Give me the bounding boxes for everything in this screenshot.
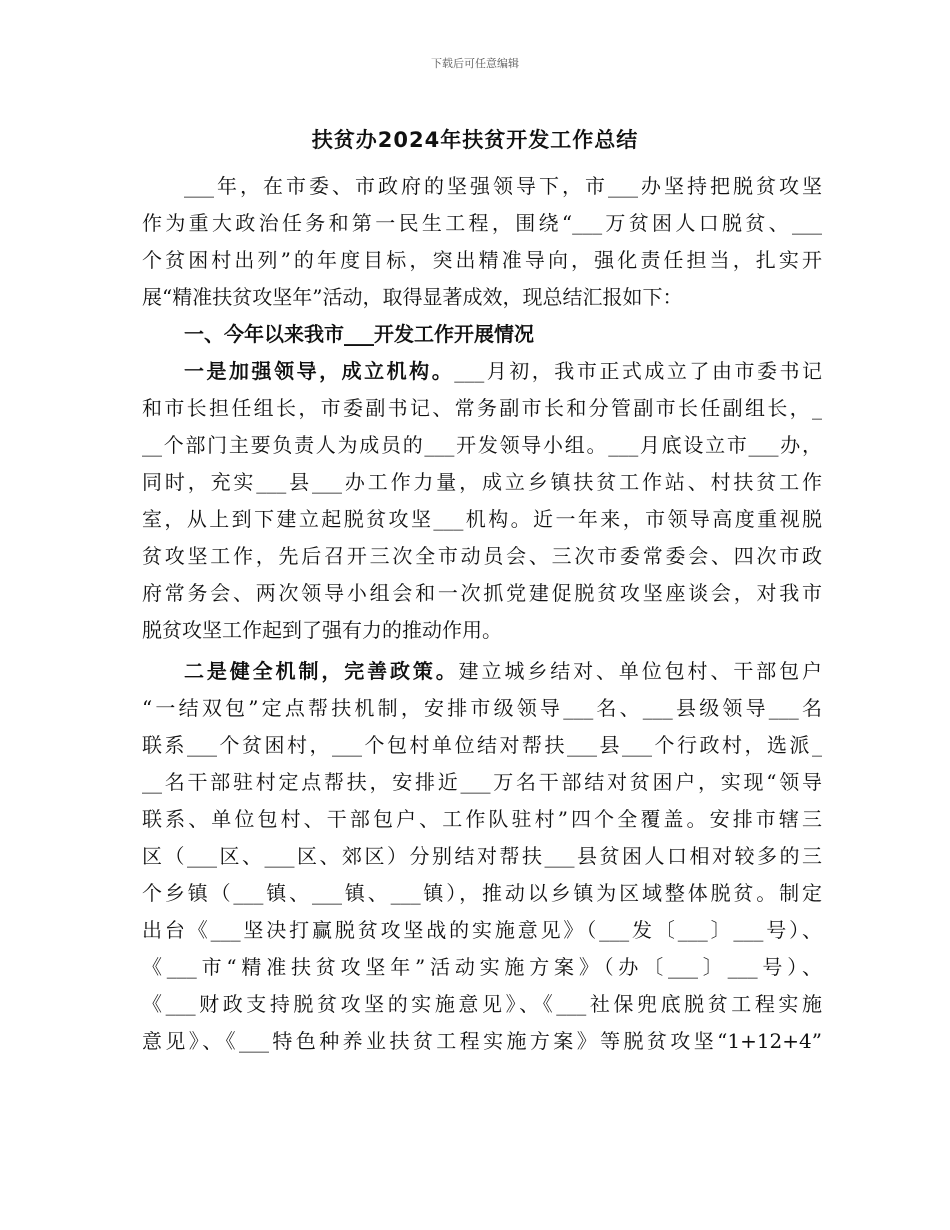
section-heading: 一、今年以来我市___开发工作开展情况 bbox=[184, 322, 534, 346]
intro-paragraph bbox=[142, 168, 822, 316]
text-line bbox=[142, 353, 822, 390]
text-run: ___月初，我市正式成立了由市委书记 bbox=[454, 359, 823, 383]
text-line: “一结双包”定点帮扶机制，安排市级领导___名、___县级领导___名 bbox=[142, 696, 822, 720]
header-note: 下载后可任意编辑 bbox=[431, 57, 519, 70]
text-line: 和市长担任组长，市委副书记、常务副市长和分管副市长任副组长，_ bbox=[142, 396, 822, 420]
paragraph-mechanism bbox=[142, 653, 822, 1060]
text-line: 室，从上到下建立起脱贫攻坚___机构。近一年来，市领导高度重视脱 bbox=[142, 507, 822, 531]
paragraph-lead: 一是加强领导，成立机构。 bbox=[184, 359, 455, 383]
text-line: __名干部驻村定点帮扶，安排近___万名干部结对贫困户，实现“领导 bbox=[142, 770, 822, 794]
document-title: 扶贫办2024年扶贫开发工作总结 bbox=[311, 128, 639, 152]
text-line: 展“精准扶贫攻坚年”活动，取得显著成效，现总结汇报如下： bbox=[142, 285, 683, 309]
text-line: 作为重大政治任务和第一民生工程，围绕“___万贫困人口脱贫、___ bbox=[142, 211, 822, 235]
text-line: 区（___区、___区、郊区）分别结对帮扶___县贫困人口相对较多的三 bbox=[142, 844, 822, 868]
text-line: 意见》、《___特色种养业扶贫工程实施方案》等脱贫攻坚“1+12+4” bbox=[142, 1029, 822, 1053]
text-line: 同时，充实___县___办工作力量，成立乡镇扶贫工作站、村扶贫工作 bbox=[142, 470, 822, 494]
text-line: 个贫困村出列”的年度目标，突出精准导向，强化责任担当，扎实开 bbox=[142, 248, 822, 272]
document-body bbox=[142, 168, 822, 1060]
text-line: 贫攻坚工作，先后召开三次全市动员会、三次市委常委会、四次市政 bbox=[142, 544, 822, 568]
paragraph-leadership bbox=[142, 353, 822, 649]
paragraph-lead: 二是健全机制，完善政策。 bbox=[184, 659, 459, 683]
text-line: 《___市“精准扶贫攻坚年”活动实施方案》（办〔___〕___号）、 bbox=[142, 955, 822, 979]
text-line: 联系___个贫困村，___个包村单位结对帮扶___县___个行政村，选派_ bbox=[142, 733, 822, 757]
text-line: 《___财政支持脱贫攻坚的实施意见》、《___社保兜底脱贫工程实施 bbox=[142, 992, 822, 1016]
text-line: 脱贫攻坚工作起到了强有力的推动作用。 bbox=[142, 618, 502, 642]
text-line: ___年，在市委、市政府的坚强领导下，市___办坚持把脱贫攻坚 bbox=[184, 174, 822, 198]
text-line: 个乡镇（___镇、___镇、___镇），推动以乡镇为区域整体脱贫。制定 bbox=[142, 881, 822, 905]
text-line bbox=[142, 653, 822, 690]
text-line: 府常务会、两次领导小组会和一次抓党建促脱贫攻坚座谈会，对我市 bbox=[142, 581, 822, 605]
text-line: __个部门主要负责人为成员的___开发领导小组。___月底设立市___办， bbox=[142, 433, 822, 457]
text-line: 联系、单位包村、干部包户、工作队驻村”四个全覆盖。安排市辖三 bbox=[142, 807, 822, 831]
text-line: 出台《___坚决打赢脱贫攻坚战的实施意见》（___发〔___〕___号）、 bbox=[142, 918, 822, 942]
text-run: 建立城乡结对、单位包村、干部包户 bbox=[458, 659, 823, 683]
